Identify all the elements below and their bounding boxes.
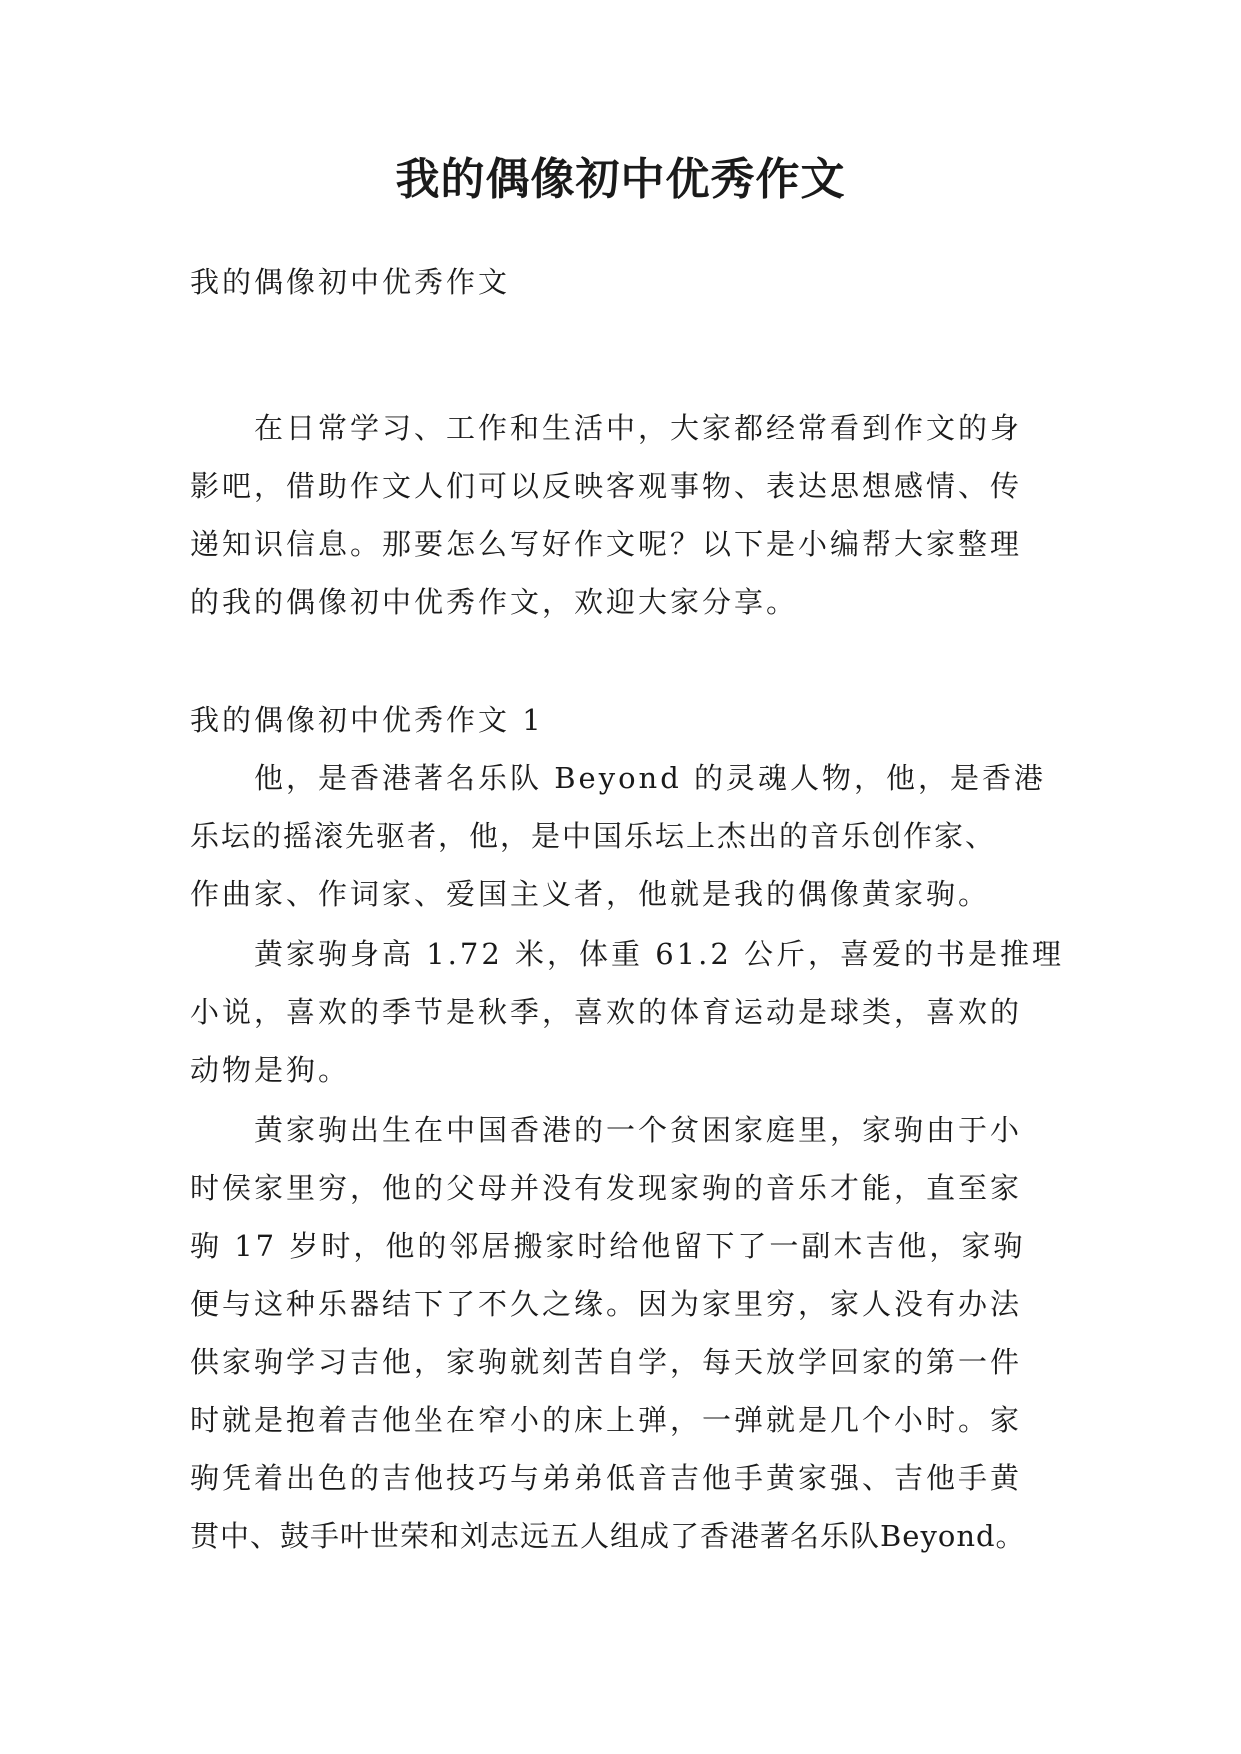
paragraph-line: 他，是香港著名乐队 Beyond 的灵魂人物，他，是香港 (254, 761, 1046, 795)
paragraph-line: 作曲家、作词家、爱国主义者，他就是我的偶像黄家驹。 (190, 877, 991, 911)
paragraph-line: 时就是抱着吉他坐在窄小的床上弹，一弹就是几个小时。家 (190, 1403, 1023, 1437)
document-subtitle: 我的偶像初中优秀作文 (190, 265, 511, 299)
paragraph-line: 小说，喜欢的季节是秋季，喜欢的体育运动是球类，喜欢的 (190, 995, 1023, 1029)
paragraph-line: 时侯家里穷，他的父母并没有发现家驹的音乐才能，直至家 (190, 1171, 1023, 1205)
paragraph-line: 在日常学习、工作和生活中，大家都经常看到作文的身 (254, 411, 1023, 445)
paragraph-line: 动物是狗。 (190, 1053, 351, 1087)
paragraph-line: 贯中、鼓手叶世荣和刘志远五人组成了香港著名乐队Beyond。 (190, 1519, 1026, 1553)
page-title: 我的偶像初中优秀作文 (395, 154, 846, 205)
paragraph-line: 递知识信息。那要怎么写好作文呢？以下是小编帮大家整理 (190, 527, 1023, 561)
section-heading: 我的偶像初中优秀作文 1 (190, 703, 544, 737)
paragraph-line: 影吧，借助作文人们可以反映客观事物、表达思想感情、传 (190, 469, 1023, 503)
paragraph-line: 供家驹学习吉他，家驹就刻苦自学，每天放学回家的第一件 (190, 1345, 1023, 1379)
paragraph-line: 便与这种乐器结下了不久之缘。因为家里穷，家人没有办法 (190, 1287, 1023, 1321)
paragraph-line: 的我的偶像初中优秀作文，欢迎大家分享。 (190, 585, 799, 619)
paragraph-line: 驹凭着出色的吉他技巧与弟弟低音吉他手黄家强、吉他手黄 (190, 1461, 1023, 1495)
paragraph-line: 驹 17 岁时，他的邻居搬家时给他留下了一副木吉他，家驹 (190, 1229, 1026, 1263)
paragraph-line: 乐坛的摇滚先驱者，他，是中国乐坛上杰出的音乐创作家、 (190, 819, 997, 853)
paragraph-line: 黄家驹身高 1.72 米，体重 61.2 公斤，喜爱的书是推理 (254, 937, 1065, 971)
paragraph-line: 黄家驹出生在中国香港的一个贫困家庭里，家驹由于小 (254, 1113, 1023, 1147)
